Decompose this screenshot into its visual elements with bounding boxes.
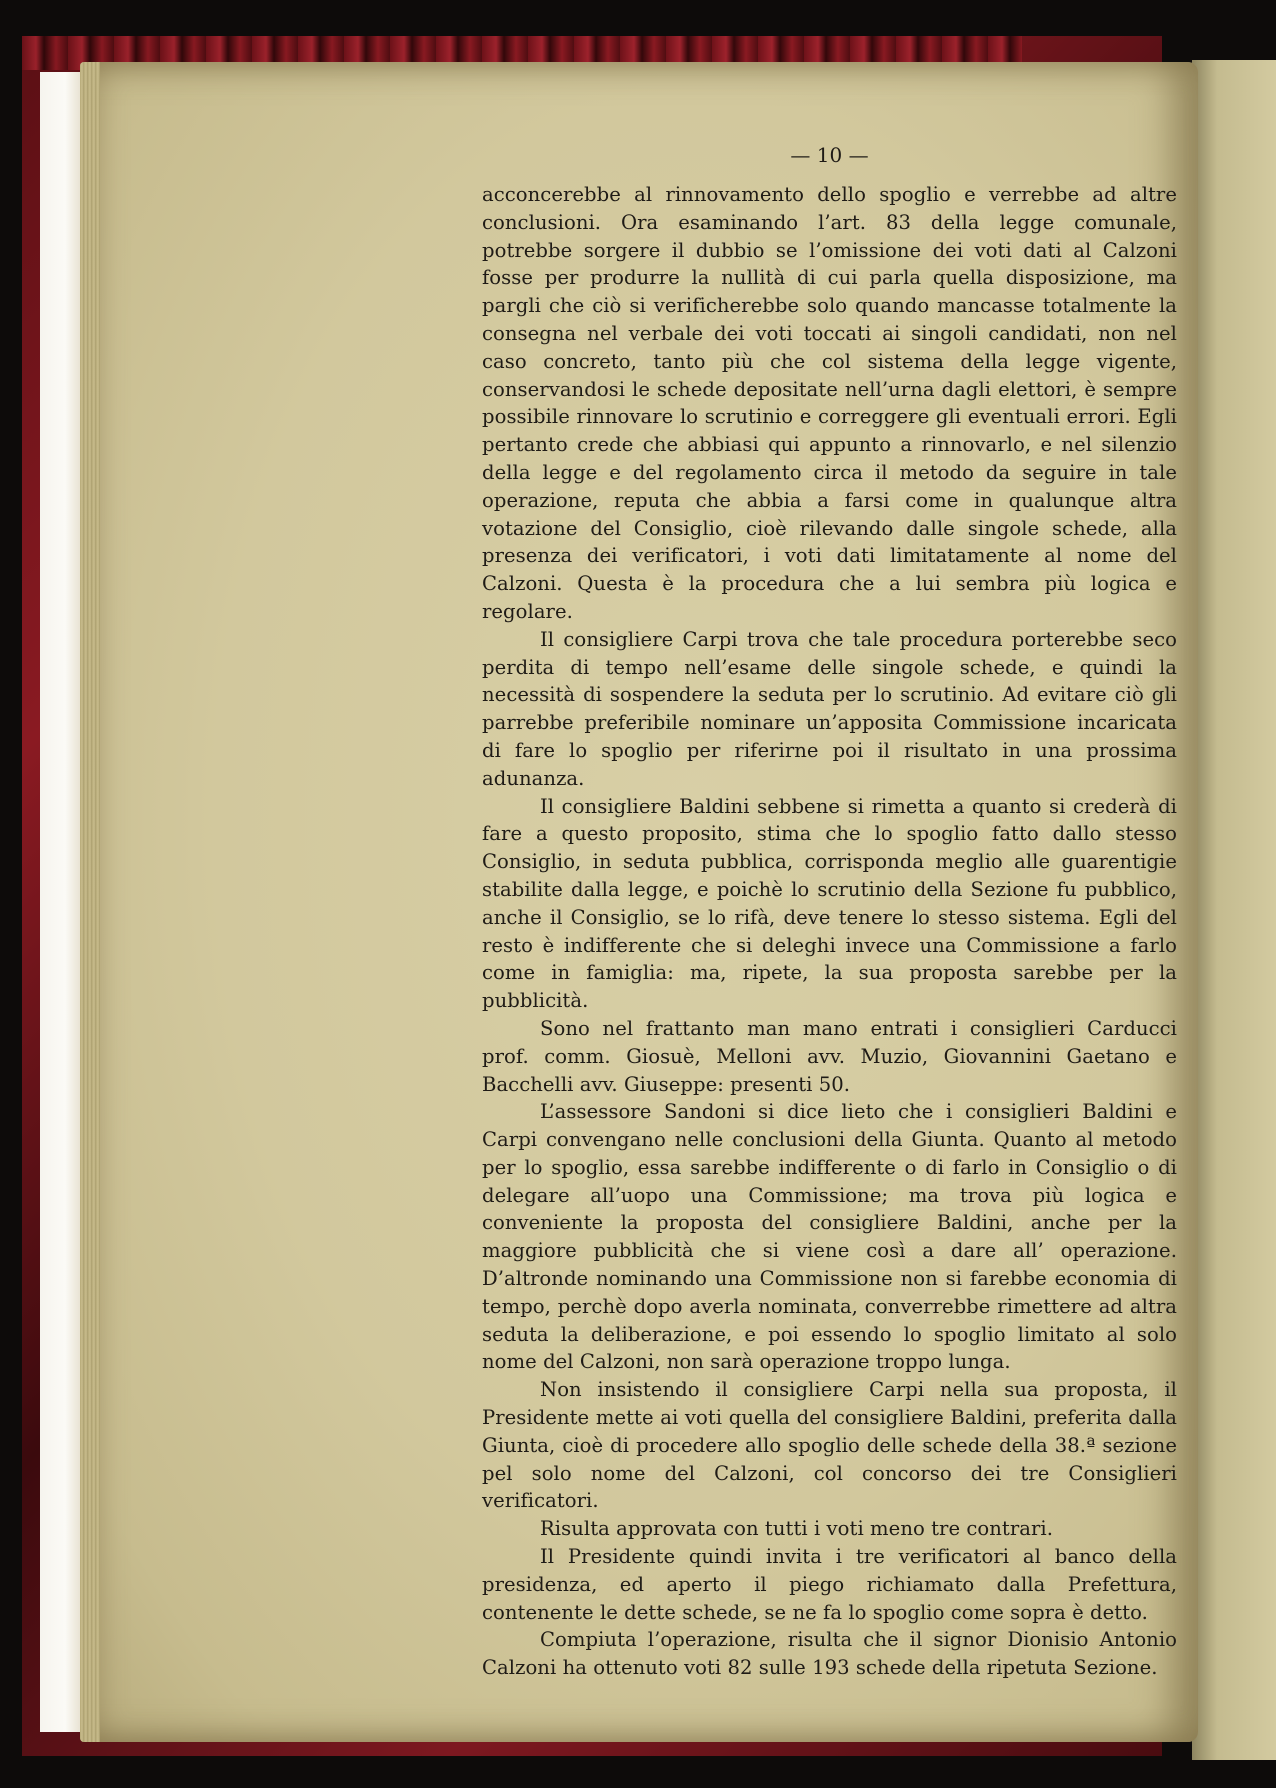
page-stack-edge xyxy=(80,62,100,1742)
paragraph-baldini: Il consigliere Baldini sebbene si rimetta a quanto si crederà di fare a questo proposito, stima che lo spoglio fatto dallo stesso Consiglio, in seduta pubblica, corrisponda meglio alle guarentigie stabilite dalla legge, e poichè lo scrutinio della Sezione fu pubblico, anche il Consiglio, se lo rifà, deve tenere lo stesso sistema. Egli del resto è indifferente che si deleghi invece una Commissione a farlo come in famiglia: ma, ripete, la sua proposta sarebbe per la pubblicità. xyxy=(482,794,1177,1013)
paragraph-carpi: Il consigliere Carpi trova che tale procedura porterebbe seco perdita di tempo nell’esame delle singole schede, e quindi la necessità di sospendere la seduta per lo scrutinio. Ad evitare ciò gli parrebbe preferibile nominare un’apposita Commissione incaricata di fare lo spoglio per riferirne poi il risultato in una prossima adunanza. xyxy=(482,627,1177,790)
endpaper xyxy=(40,72,82,1732)
paragraph-verification: Il Presidente quindi invita i tre verificatori al banco della presidenza, ed aperto il piego richiamato dalla Prefettura, contenente le dette schede, se ne fa lo spoglio come sopra è detto. xyxy=(482,1545,1177,1624)
paragraph-approval: Risulta approvata con tutti i voti meno tre contrari. xyxy=(540,1517,1053,1541)
paragraph-continuation: acconcerebbe al rinnovamento dello spoglio e verrebbe ad altre conclusioni. Ora esaminando l’art. 83 della legge comunale, potrebbe sorgere il dubbio se l’omissione dei voti dati al Calzoni fosse per produrre la nullità di cui parla quella disposizione, ma pargli che ciò si verificherebbe solo quando mancasse totalmente la consegna nel verbale dei voti toccati ai singoli candidati, non nel caso concreto, tanto più che col sistema della legge vigente, conservandosi le schede depositate nell’urna dagli elettori, è sempre possibile rinnovare lo scrutinio e correggere gli eventuali errori. Egli pertanto crede che abbiasi qui appunto a rinnovarlo, e nel silenzio della legge e del regolamento circa il metodo da seguire in tale operazione, reputa che abbia a farsi come in qualunque altra votazione del Consiglio, cioè rilevando dalle singole schede, alla presenza dei verificatori, i voti dati limitatamente al nome del Calzoni. Questa è la procedura che a lui sembra più logica e regolare. xyxy=(482,183,1177,623)
facing-page-edge xyxy=(1192,60,1276,1760)
page-text-block xyxy=(482,143,1177,1682)
paragraph-arrivals: Sono nel frattanto man mano entrati i consiglieri Carducci prof. comm. Giosuè, Melloni avv. Muzio, Giovannini Gaetano e Bacchelli avv. Giuseppe: presenti 50. xyxy=(482,1016,1177,1096)
paragraph-sandoni: L’assessore Sandoni si dice lieto che i consiglieri Baldini e Carpi convengano nelle conclusioni della Giunta. Quanto al metodo per lo spoglio, essa sarebbe indifferente o di farlo in Consiglio o di delegare all’uopo una Commissione; ma trova più logica e conveniente la proposta del consigliere Baldini, anche per la maggiore pubblicità che si viene così a dare all’ operazione. D’altronde nominando una Commissione non si farebbe economia di tempo, perchè dopo averla nominata, converrebbe rimettere ad altra seduta la deliberazione, e poi essendo lo spoglio limitato al solo nome del Calzoni, non sarà operazione troppo lunga. xyxy=(482,1100,1177,1374)
paragraph-result: Compiuta l’operazione, risulta che il signor Dionisio Antonio Calzoni ha ottenuto voti 82 sulle 193 schede della ripetuta Sezione. xyxy=(482,1628,1177,1680)
page-number: — 10 — xyxy=(790,143,869,167)
paragraph-vote-proposal: Non insistendo il consigliere Carpi nella sua proposta, il Presidente mette ai voti quella del consigliere Baldini, preferita dalla Giunta, cioè di procedere allo spoglio delle schede della 38.ª sezione pel solo nome del Calzoni, col concorso dei tre Consiglieri verificatori. xyxy=(482,1378,1177,1513)
